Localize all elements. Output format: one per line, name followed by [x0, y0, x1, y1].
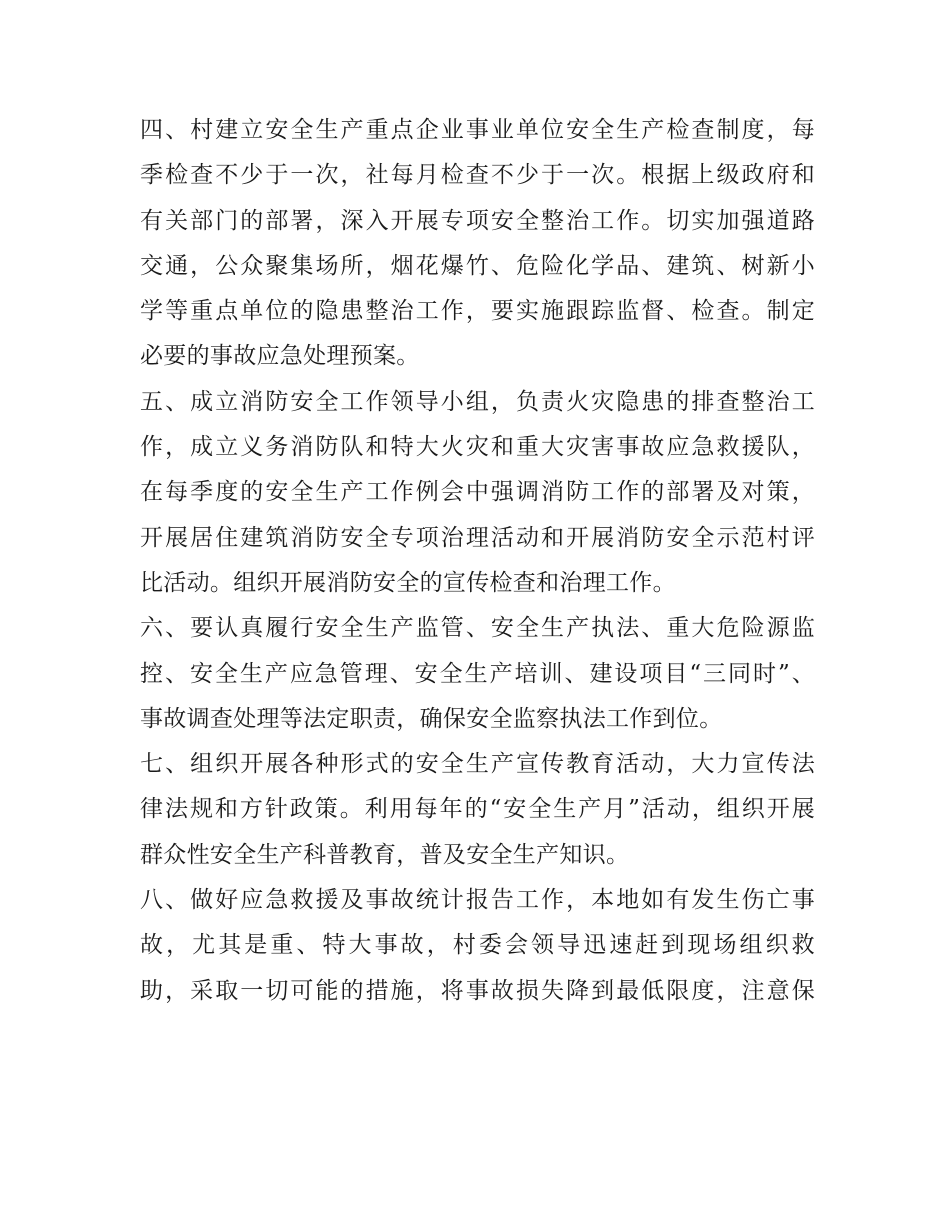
- text-line: 控、安全生产应急管理、安全生产培训、建设项目“三同时”、: [140, 660, 815, 687]
- text-line: 助，采取一切可能的措施，将事故损失降到最低限度，注意保: [140, 977, 815, 1004]
- text-line: 季检查不少于一次，社每月检查不少于一次。根据上级政府和: [140, 162, 815, 189]
- text-line: 群众性安全生产科普教育，普及安全生产知识。: [140, 841, 630, 868]
- text-line: 故，尤其是重、特大事故，村委会领导迅速赶到现场组织救: [140, 932, 815, 959]
- text-line: 四、村建立安全生产重点企业事业单位安全生产检查制度，每: [140, 117, 815, 143]
- text-line: 作，成立义务消防队和特大火灾和重大灾害事故应急救援队，: [140, 434, 815, 461]
- text-line: 五、成立消防安全工作领导小组，负责火灾隐患的排查整治工: [140, 388, 815, 415]
- text-line: 开展居住建筑消防安全专项治理活动和开展消防安全示范村评: [140, 524, 815, 551]
- text-line: 事故调查处理等法定职责，确保安全监察执法工作到位。: [140, 705, 723, 732]
- document-body: [140, 108, 815, 1014]
- text-line: 交通，公众聚集场所，烟花爆竹、危险化学品、建筑、树新小: [140, 252, 815, 279]
- text-line: 比活动。组织开展消防安全的宣传检查和治理工作。: [140, 569, 676, 596]
- text-line: 六、要认真履行安全生产监管、安全生产执法、重大危险源监: [140, 615, 815, 642]
- text-line: 七、组织开展各种形式的安全生产宣传教育活动，大力宣传法: [140, 751, 815, 778]
- text-line: 有关部门的部署，深入开展专项安全整治工作。切实加强道路: [140, 207, 815, 234]
- text-line: 八、做好应急救援及事故统计报告工作，本地如有发生伤亡事: [140, 887, 815, 914]
- text-line: 必要的事故应急处理预案。: [140, 343, 420, 370]
- text-line: 律法规和方针政策。利用每年的“安全生产月”活动，组织开展: [140, 796, 815, 823]
- text-line: 学等重点单位的隐患整治工作，要实施跟踪监督、检查。制定: [140, 298, 815, 325]
- text-line: 在每季度的安全生产工作例会中强调消防工作的部署及对策，: [140, 479, 815, 506]
